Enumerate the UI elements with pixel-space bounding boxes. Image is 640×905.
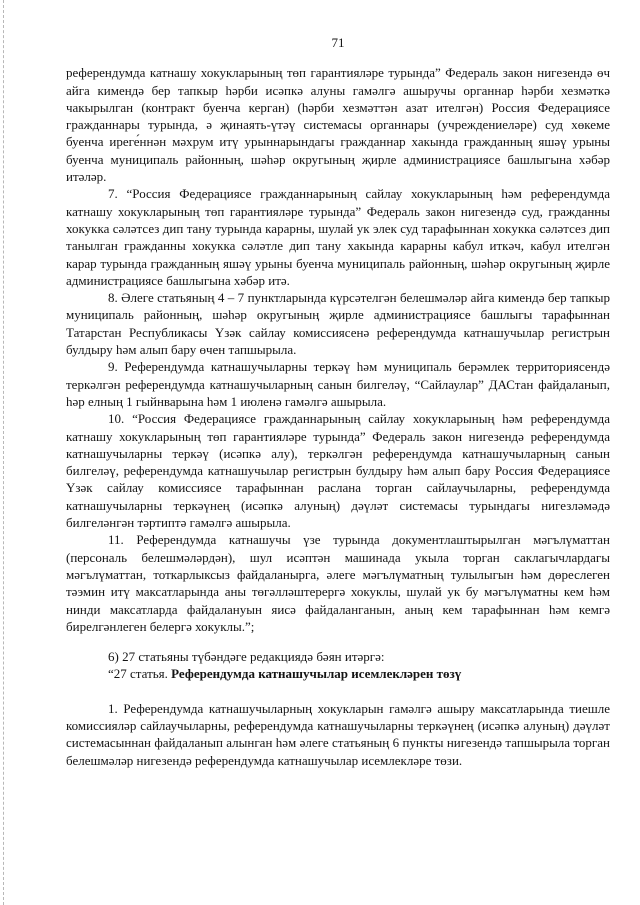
paragraph-10: 10. “Россия Федерациясе гражданнарының сайлау хокукларының һәм референдумда катнашу хокукларының төп гарантияләре турында” Федераль закон нигезендә референдумда катнашучыларны теркәү (исәпкә алу), теркәлгән референдумда катнашучыларның санын билгеләү, референдумда катнашучылар регистрын булдыру һәм алып бару Россия Федерациясе Үзәк сайлау комиссиясе тарафыннан раслана торган сайлаучыларны, референдумда катнашучыларны теркәүнең (исәпкә алуның) дәүләт системасы турындагы нигезләмәдә билгеләнгән тәртиптә гамәлгә ашырыла. bbox=[66, 411, 610, 531]
paragraph-continuation: референдумда катнашу хокукларының төп гарантияләре турында” Федераль закон нигезендә өч айга кимендә бер тапкыр һәрби исәпкә алуны гамәлгә ашыручы органнар һәрби хезмәткә чакырылган (контракт буенча керган) (һәрби хезмәттән азат ителгән) Россия Федерациясе гражданнары турында, ә җинаять-үтәү системасы органнары (учреждениеләре) суд хөкеме буенча иреге́ннән мәхрум итү урыннарындагы гражданнар хакында гражданның яшәү урыны буенча муниципаль районның, шәһәр округының җирле администрациясе башлыгына хәбәр итәләр. bbox=[66, 65, 610, 185]
article-27-paragraph-1: 1. Референдумда катнашучыларның хокукларын гамәлгә ашыру максатларында тиешле комиссияләр сайлаучыларны, референдумда катнашучыларны теркәүнең (исәпкә алуның) дәүләт системасыннан файдаланып алынган һәм әлеге статьяның 6 пункты нигезендә тапшырыла торган белешмәләр нигезендә референдумда катнашучылар исемлекләре төзи. bbox=[66, 700, 610, 768]
page-edge-line bbox=[3, 0, 4, 905]
paragraph-8: 8. Әлеге статьяның 4 – 7 пунктларында күрсәтелгән белешмәләр айга кимендә бер тапкыр муниципаль районның, шәһәр округының җирле администрациясе башлыгы тарафыннан Татарстан Республикасы Үзәк сайлау комиссиясенә референдумда катнашучылар регистрын булдыру һәм алып бару өчен тапшырыла. bbox=[66, 290, 610, 358]
article-27-label: “27 статья. bbox=[108, 666, 172, 682]
article-27-title bbox=[66, 665, 610, 682]
amendment-item-6: 6) 27 статьяны түбәндәге редакциядә бәян итәргә: bbox=[108, 649, 385, 665]
article-27-heading: Референдумда катнашучылар исемлекләрен төзү bbox=[171, 666, 462, 682]
paragraph-7: 7. “Россия Федерациясе гражданнарының сайлау хокукларының һәм референдумда катнашу хокукларының төп гарантияләре турында” Федераль закон нигезендә суд, гражданны хокукка сәләтсез дип тану турында карарны, шулай ук элек суд тарафыннан хокукка сәләтсез дип танылган гражданны хокукка сәләтле дип тану хакында карарны кабул иткәч, кабул ителгән карар турында гражданның яшәү урыны буенча муниципаль районның, шәһәр округының җирле администрациясе башлыгына хәбәр итә. bbox=[66, 186, 610, 288]
paragraph-11: 11. Референдумда катнашучы үзе турында документлаштырылган мәгълүматтан (персональ белешмәләрдән), шул исәптән машинада укыла торган саклагычлардагы мәгълүматтан, тоткарлыксыз файдаланырга, әлеге мәгълүматның тулылыгын һәм дөреслеген тәэмин итү максатларында аны төгәлләштерергә хокуклы, шулай ук бу мәгълүматны кем һәм нинди максатларда файдалануын яисә файдаланганын, аның кем тарафыннан һәм кемгә бирелгәнлеген белергә хокуклы.”; bbox=[66, 532, 610, 634]
paragraph-9: 9. Референдумда катнашучыларны теркәү һәм муниципаль берәмлек территориясендә теркәлгән референдумда катнашучыларның санын билгеләү, “Сайлаулар” ДАСтан файдаланып, һәр елның 1 гыйнварына һәм 1 июленә гамәлгә ашырыла. bbox=[66, 359, 610, 409]
page-number: 71 bbox=[331, 35, 345, 50]
document-page bbox=[66, 34, 610, 769]
